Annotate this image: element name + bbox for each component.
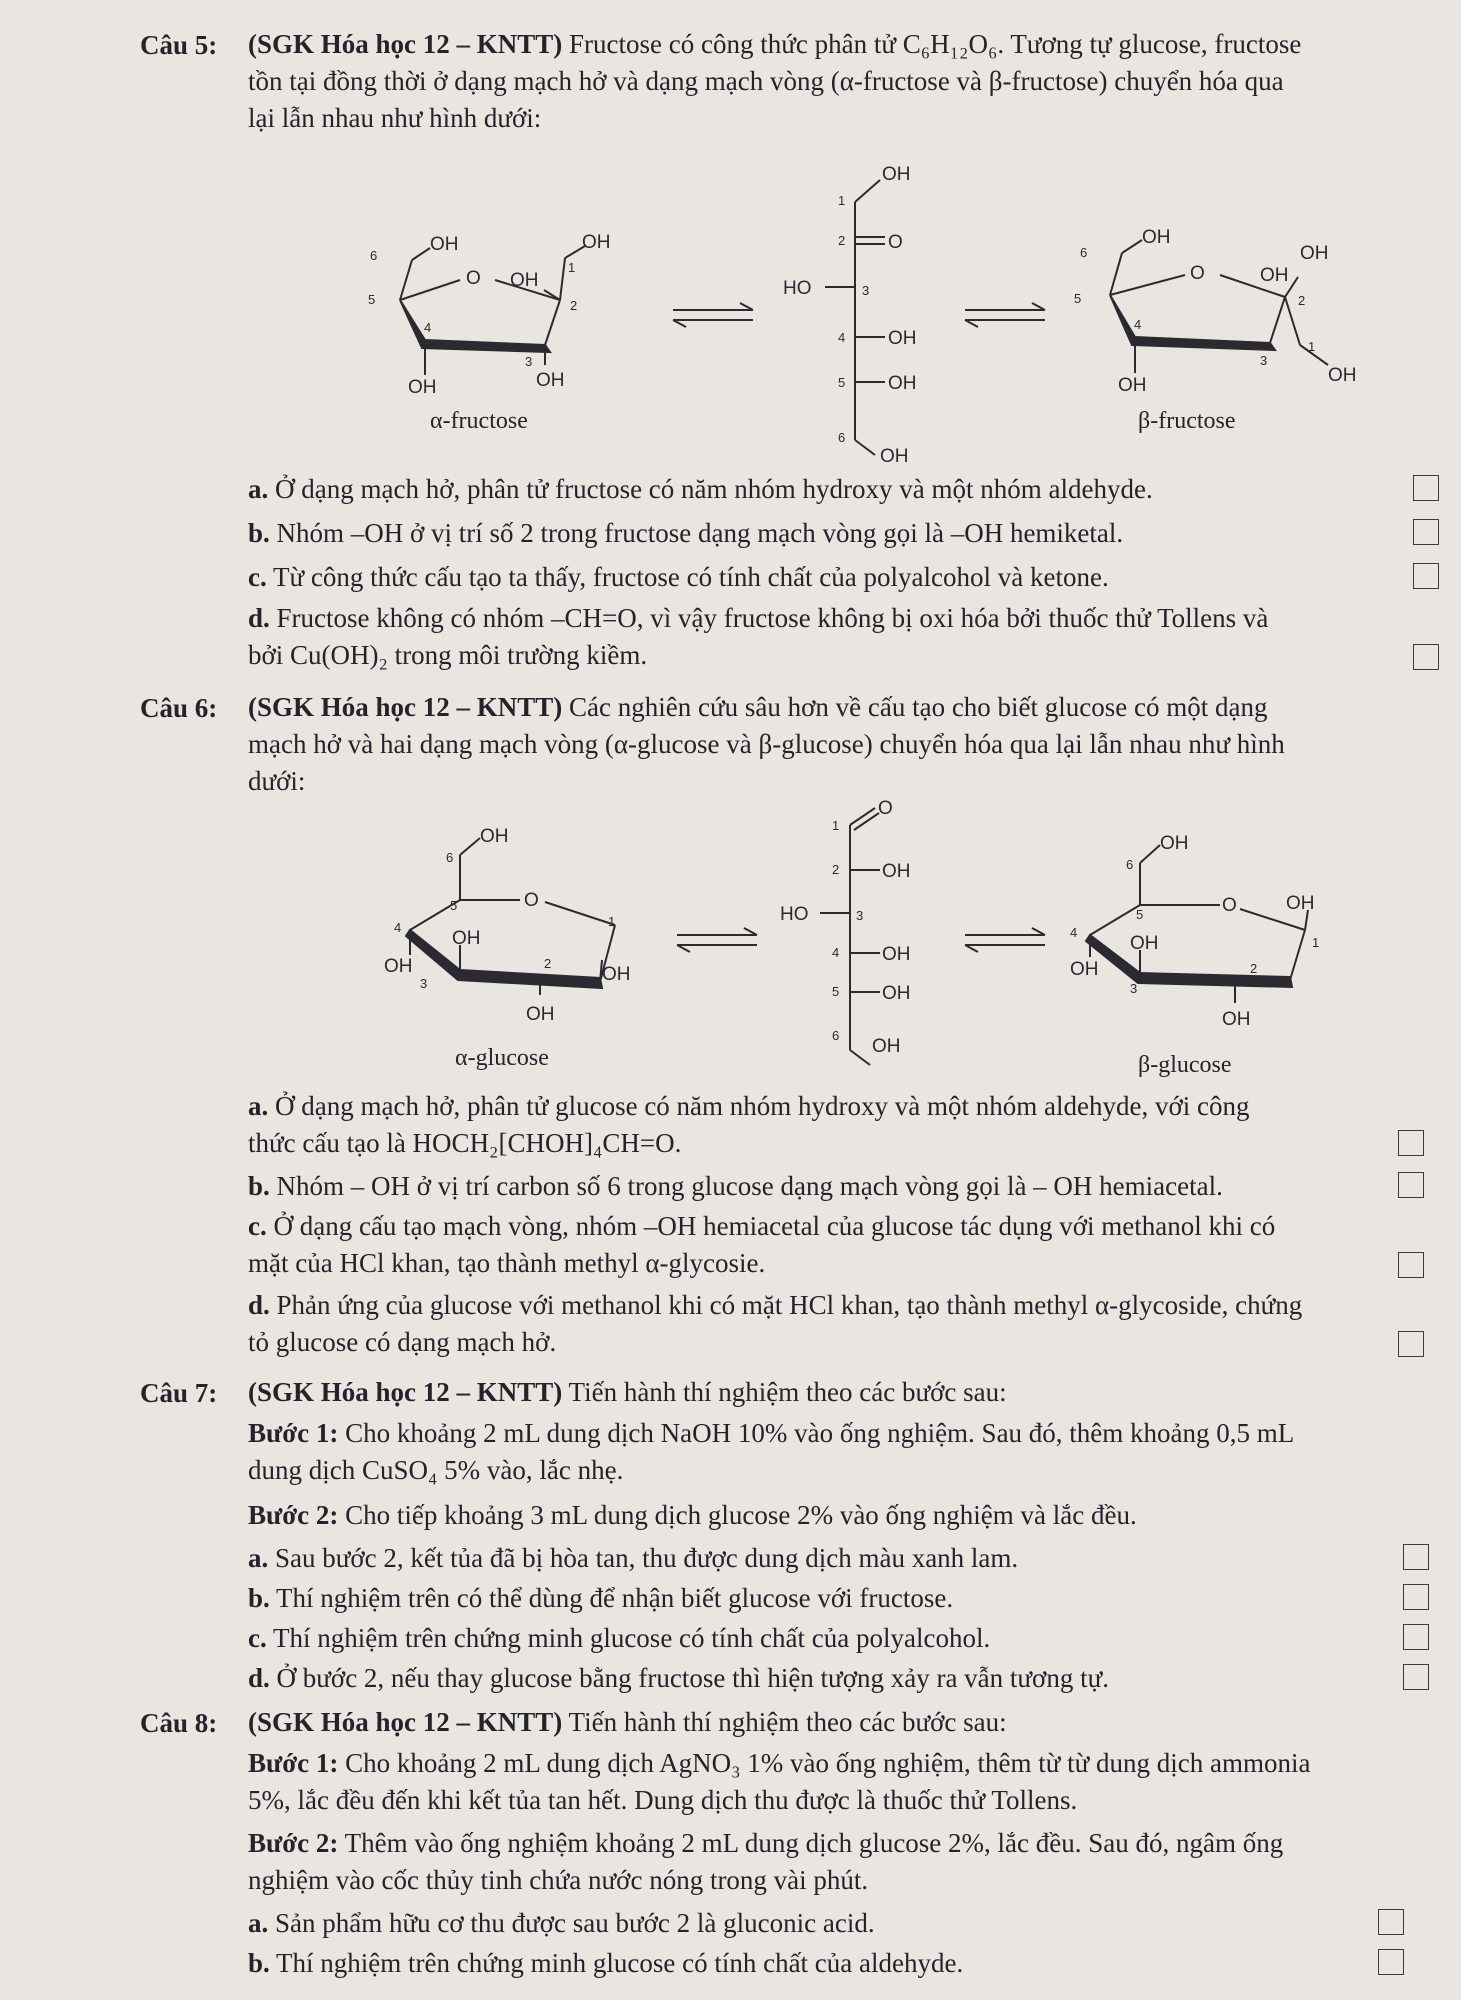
open-glc-n5: 5	[832, 984, 840, 999]
q5-statement-a: a. Ở dạng mạch hở, phân tử fructose có năm nhóm hydroxy và một nhóm aldehyde.	[248, 474, 1153, 504]
beta-fru-oh-c3: OH	[1260, 265, 1289, 286]
beta-fructose-caption: β-fructose	[1138, 408, 1236, 434]
q5-statement-c: c. Từ công thức cấu tạo ta thấy, fructose có tính chất của polyalcohol và ketone.	[248, 562, 1109, 592]
open-glc-n3: 3	[856, 908, 864, 923]
open-glc-n1: 1	[832, 818, 840, 833]
beta-fru-oh-c1: OH	[1328, 365, 1357, 386]
q6-label: Câu 6:	[140, 693, 218, 723]
q7-checkbox-a[interactable]	[1403, 1544, 1429, 1570]
open-glc-n6: 6	[832, 1028, 840, 1043]
q8-checkbox-b[interactable]	[1378, 1949, 1404, 1975]
alpha-glc-oh-c3: OH	[384, 956, 413, 977]
open-fru-oh-c1: OH	[882, 164, 911, 185]
q5-checkbox-c[interactable]	[1413, 563, 1439, 589]
q8-intro: (SGK Hóa học 12 – KNTT) Tiến hành thí nghiệm theo các bước sau:	[248, 1707, 1007, 1737]
open-fru-oh-c5: OH	[888, 373, 917, 394]
alpha-glc-oh-c6: OH	[480, 826, 509, 847]
alpha-glc-oh-c4: OH	[452, 928, 481, 949]
alpha-fru-oh-c1: OH	[582, 232, 611, 253]
q7-checkbox-c[interactable]	[1403, 1624, 1429, 1650]
beta-fru-n5: 5	[1074, 291, 1082, 306]
alpha-glucose-caption: α-glucose	[455, 1045, 549, 1071]
q8-step2: Bước 2: Thêm vào ống nghiệm khoảng 2 mL dung dịch glucose 2%, lắc đều. Sau đó, ngâm ống nghiệm vào cốc thủy tinh chứa nước nóng trong vài phút.	[248, 1828, 1284, 1895]
q5-checkbox-b[interactable]	[1413, 519, 1439, 545]
alpha-fru-n5: 5	[368, 292, 376, 307]
beta-glc-ring-o: O	[1222, 895, 1237, 916]
q5-statement-b: b. Nhóm –OH ở vị trí số 2 trong fructose dạng mạch vòng gọi là –OH hemiketal.	[248, 518, 1124, 548]
beta-fru-n6: 6	[1080, 245, 1088, 260]
beta-glc-oh-c3: OH	[1070, 959, 1099, 980]
alpha-glc-n4: 4	[394, 920, 402, 935]
beta-glc-oh-c6: OH	[1160, 833, 1189, 854]
alpha-glc-n5: 5	[450, 898, 458, 913]
q7-label: Câu 7:	[140, 1378, 218, 1408]
beta-fru-n1: 1	[1308, 339, 1316, 354]
alpha-fructose-structure	[360, 220, 640, 410]
q5-intro-line1: Fructose có công thức phân tử C₆H₁₂O₆. Tương tự glucose, fructose	[562, 29, 1302, 59]
open-chain-glucose-structure	[780, 770, 940, 1070]
alpha-glc-n1: 1	[608, 914, 616, 929]
q8-label: Câu 8:	[140, 1708, 218, 1738]
q7-intro: (SGK Hóa học 12 – KNTT) Tiến hành thí nghiệm theo các bước sau:	[248, 1377, 1007, 1407]
beta-glc-n2: 2	[1250, 961, 1258, 976]
open-fru-o-c2: O	[888, 232, 903, 253]
q8-checkbox-a[interactable]	[1378, 1909, 1404, 1935]
beta-fru-n4: 4	[1134, 317, 1142, 332]
beta-glc-n1: 1	[1312, 935, 1320, 950]
q6-statement-b: b. Nhóm – OH ở vị trí carbon số 6 trong glucose dạng mạch vòng gọi là – OH hemiacetal.	[248, 1171, 1223, 1201]
open-glc-oh-c2: OH	[882, 861, 911, 882]
equilibrium-arrow-1	[668, 300, 758, 330]
open-glc-n2: 2	[832, 862, 840, 877]
q7-checkbox-d[interactable]	[1403, 1664, 1429, 1690]
q5-checkbox-d[interactable]	[1413, 644, 1439, 670]
beta-fru-oh-c4: OH	[1118, 375, 1147, 396]
open-chain-fructose-structure	[770, 150, 950, 470]
q7-statement-b: b. Thí nghiệm trên có thể dùng để nhận biết glucose với fructose.	[248, 1583, 954, 1613]
beta-glc-n4: 4	[1070, 925, 1078, 940]
q5-intro-line2: tồn tại đồng thời ở dạng mạch hở và dạng mạch vòng (α-fructose và β-fructose) chuyển hóa qua	[248, 66, 1284, 96]
alpha-fru-n6: 6	[370, 248, 378, 263]
q6-checkbox-b[interactable]	[1398, 1172, 1424, 1198]
q8-step1: Bước 1: Cho khoảng 2 mL dung dịch AgNO₃ 1% vào ống nghiệm, thêm từ từ dung dịch ammonia 5%, lắc đều đến khi kết tủa tan hết. Dung dịch thu được là thuốc thử Tollens.	[248, 1748, 1311, 1815]
equilibrium-arrow-3	[672, 925, 762, 955]
open-fru-ho-c3: HO	[783, 278, 812, 299]
open-fru-oh-c6: OH	[880, 446, 909, 467]
alpha-glucose-structure	[380, 820, 650, 1030]
beta-fru-oh-c6: OH	[1142, 227, 1171, 248]
alpha-glc-n3: 3	[420, 976, 428, 991]
alpha-glc-oh-c1: OH	[602, 964, 631, 985]
open-glc-oh-c6: OH	[872, 1036, 901, 1057]
beta-fru-ring-o: O	[1190, 263, 1205, 284]
q5-source: (SGK Hóa học 12 – KNTT)	[248, 29, 563, 59]
beta-glucose-caption: β-glucose	[1138, 1052, 1232, 1078]
alpha-fru-n1: 1	[568, 260, 576, 275]
q6-source: (SGK Hóa học 12 – KNTT)	[248, 692, 563, 722]
alpha-glc-n2: 2	[544, 956, 552, 971]
q6-statement-a: a. Ở dạng mạch hở, phân tử glucose có năm nhóm hydroxy và một nhóm aldehyde, với công thức cấu tạo là HOCH₂[CHOH]₄CH=O.	[248, 1091, 1250, 1158]
q6-checkbox-c[interactable]	[1398, 1252, 1424, 1278]
beta-fru-n3: 3	[1260, 353, 1268, 368]
beta-glc-oh-c2: OH	[1222, 1009, 1251, 1030]
equilibrium-arrow-4	[960, 925, 1050, 955]
alpha-fru-oh-c3: OH	[536, 370, 565, 391]
q7-checkbox-b[interactable]	[1403, 1584, 1429, 1610]
beta-glc-oh-c4: OH	[1130, 933, 1159, 954]
q5-checkbox-a[interactable]	[1413, 475, 1439, 501]
open-fru-n1: 1	[838, 193, 846, 208]
q7-statement-d: d. Ở bước 2, nếu thay glucose bằng fructose thì hiện tượng xảy ra vẫn tương tự.	[248, 1663, 1109, 1693]
open-fru-n6: 6	[838, 430, 846, 445]
alpha-fructose-caption: α-fructose	[430, 408, 528, 434]
alpha-fru-n4: 4	[424, 320, 432, 335]
open-fru-oh-c4: OH	[888, 328, 917, 349]
q8-statement-a: a. Sản phẩm hữu cơ thu được sau bước 2 là gluconic acid.	[248, 1908, 875, 1938]
open-glc-oh-c4: OH	[882, 944, 911, 965]
q7-step1: Bước 1: Cho khoảng 2 mL dung dịch NaOH 10% vào ống nghiệm. Sau đó, thêm khoảng 0,5 mL dung dịch CuSO₄ 5% vào, lắc nhẹ.	[248, 1418, 1295, 1485]
q7-statement-c: c. Thí nghiệm trên chứng minh glucose có tính chất của polyalcohol.	[248, 1623, 991, 1653]
beta-glc-n6: 6	[1126, 857, 1134, 872]
open-fru-n5: 5	[838, 375, 846, 390]
beta-glc-n5: 5	[1136, 907, 1144, 922]
open-fru-n2: 2	[838, 233, 846, 248]
alpha-fru-n2: 2	[570, 298, 578, 313]
beta-fru-oh-c2: OH	[1300, 243, 1329, 264]
open-fru-n4: 4	[838, 330, 846, 345]
q5-intro	[248, 26, 1433, 137]
alpha-glc-n6: 6	[446, 850, 454, 865]
q8-statement-b: b. Thí nghiệm trên chứng minh glucose có tính chất của aldehyde.	[248, 1948, 964, 1978]
q7-step2: Bước 2: Cho tiếp khoảng 3 mL dung dịch glucose 2% vào ống nghiệm và lắc đều.	[248, 1500, 1137, 1530]
alpha-glc-oh-c2: OH	[526, 1004, 555, 1025]
open-glc-o-c1: O	[878, 798, 893, 819]
open-glc-n4: 4	[832, 945, 840, 960]
alpha-fru-oh-c2: OH	[510, 270, 539, 291]
alpha-fru-oh-c4: OH	[408, 377, 437, 398]
q7-statement-a: a. Sau bước 2, kết tủa đã bị hòa tan, thu được dung dịch màu xanh lam.	[248, 1543, 1019, 1573]
beta-glucose-structure	[1060, 825, 1350, 1035]
q6-intro: (SGK Hóa học 12 – KNTT) Các nghiên cứu sâu hơn về cấu tạo cho biết glucose có một dạng mạch hở và hai dạng mạch vòng (α-glucose và β-glucose) chuyển hóa qua lại lẫn nhau như hình dưới:	[248, 692, 1285, 796]
alpha-fru-n3: 3	[525, 354, 533, 369]
equilibrium-arrow-2	[960, 300, 1050, 330]
open-glc-oh-c5: OH	[882, 983, 911, 1004]
alpha-fru-oh-c6: OH	[430, 234, 459, 255]
open-fru-n3: 3	[862, 283, 870, 298]
beta-glc-oh-c1: OH	[1286, 893, 1315, 914]
beta-glc-n3: 3	[1130, 981, 1138, 996]
q6-statement-c: c. Ở dạng cấu tạo mạch vòng, nhóm –OH hemiacetal của glucose tác dụng với methanol khi có mặt của HCl khan, tạo thành methyl α-glycosie.	[248, 1211, 1276, 1278]
alpha-glc-ring-o: O	[524, 890, 539, 911]
q6-statement-d: d. Phản ứng của glucose với methanol khi có mặt HCl khan, tạo thành methyl α-glycoside, chứng tỏ glucose có dạng mạch hở.	[248, 1290, 1303, 1357]
q5-statement-d: d. Fructose không có nhóm –CH=O, vì vậy fructose không bị oxi hóa bởi thuốc thử Tollens và bởi Cu(OH)₂ trong môi trường kiềm.	[248, 603, 1269, 670]
alpha-fru-ring-o: O	[466, 268, 481, 289]
q6-checkbox-a[interactable]	[1398, 1130, 1424, 1156]
q6-checkbox-d[interactable]	[1398, 1331, 1424, 1357]
q5-intro-line3: lại lẫn nhau như hình dưới:	[248, 103, 542, 133]
open-glc-ho-c3: HO	[780, 904, 809, 925]
beta-fructose-structure	[1070, 215, 1370, 405]
beta-fru-n2: 2	[1298, 293, 1306, 308]
q5-label: Câu 5:	[140, 30, 218, 60]
